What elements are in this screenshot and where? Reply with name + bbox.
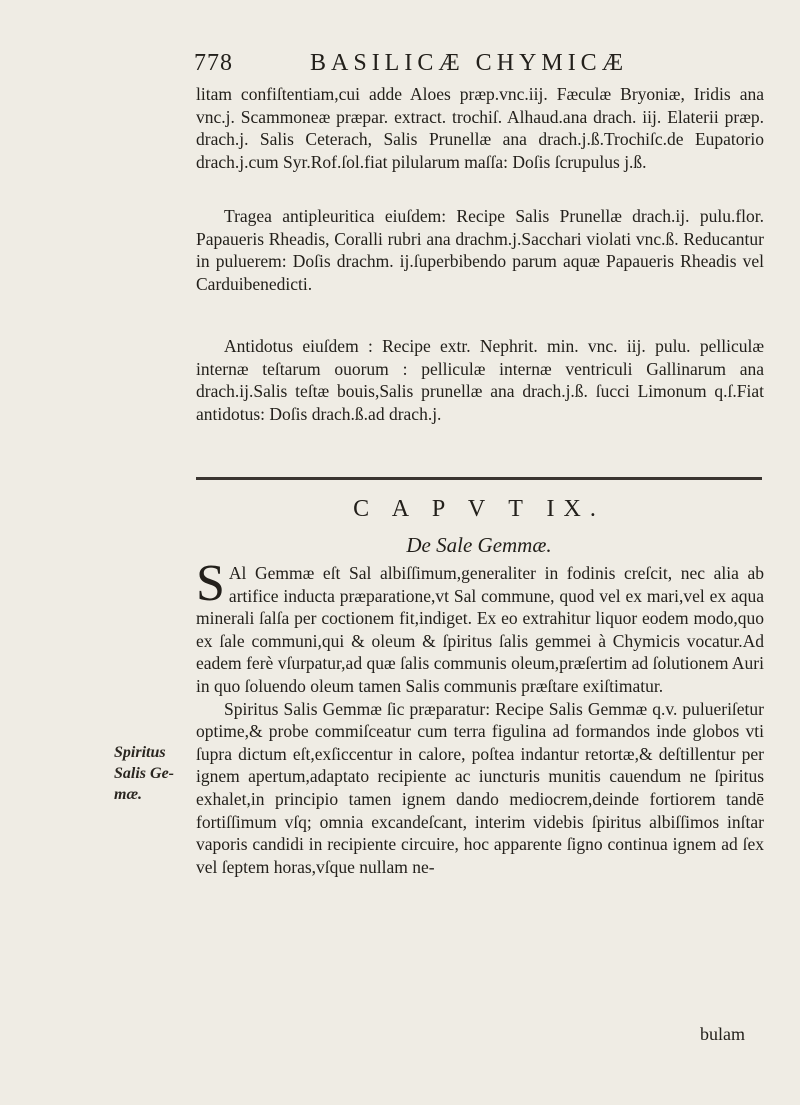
drop-cap: S [196, 555, 225, 612]
catchword: bulam [700, 1024, 745, 1044]
paragraph-antidotus [196, 335, 764, 425]
section-divider [196, 477, 762, 480]
chapter-heading: C A P V T IX. [353, 496, 605, 522]
paragraph-tragea [196, 205, 764, 295]
paragraph-text: litam confiſtentiam,cui adde Aloes præp.vnc.iij. Fæculæ Bryoniæ, Iridis ana vnc.j. Scammoneæ præpar. extract. trochiſ. Alhaud.ana drach. iij. Elaterii præp. drach.j. Salis Ceterach, Salis Prunellæ ana drach.j.ß.Trochiſc.de Eupatorio drach.j.cum Syr.Rof.ſol.fiat pilularum maſſa: Doſis ſcrupulus j.ß. [196, 84, 764, 172]
margin-note-line: Spiritus [114, 744, 166, 761]
section-title: De Sale Gemmæ. [406, 533, 552, 557]
paragraph-text: Antidotus eiuſdem : Recipe extr. Nephrit. min. vnc. iij. pulu. pelliculæ internæ teſtarum ouorum : pelliculæ internæ ventriculi Gallinarum ana drach.ij.Salis teſtæ bouis,Salis prunellæ ana drach.j.ß. ſucci Limonum q.ſ.Fiat antidotus: Doſis drach.ß.ad drach.j. [196, 336, 764, 424]
margin-note-line: Salis Ge- [114, 765, 174, 782]
running-head: BASILICÆ CHYMICÆ [310, 50, 629, 76]
page-number: 778 [194, 50, 233, 76]
paragraph-text: Al Gemmæ eſt Sal albiſſimum,generaliter in fodinis creſcit, nec alia ab artifice inducta præparatione,vt Sal commune, quod vel ex mari,vel ex aqua minerali ſalſa per coctionem fit,indiget. Ex eo extrahitur liquor eodem modo,quo ex ſale communi,qui & oleum & ſpiritus ſalis gemmei à Chymicis vocatur.Ad eadem ferè vſurpatur,ad quæ ſalis communis oleum,præſertim ad ſolutionem Auri in quo ſoluendo oleum tamen Salis communis præſtare exiſtimatur. [196, 563, 764, 696]
paragraph-pill-recipe [196, 83, 764, 173]
margin-note-line: mæ. [114, 786, 142, 803]
chapter-body [196, 555, 764, 878]
margin-note [114, 742, 194, 805]
paragraph-text: Tragea antipleuritica eiuſdem: Recipe Salis Prunellæ drach.ij. pulu.flor. Papaueris Rheadis, Coralli rubri ana drachm.j.Sacchari violati vnc.ß. Reducantur in puluerem: Doſis drachm. ij.ſuperbibendo parum aquæ Papaueris Rheadis vel Carduibenedicti. [196, 206, 764, 294]
chapter-paragraph [196, 555, 764, 698]
chapter-paragraph: Spiritus Salis Gemmæ ſic præparatur: Recipe Salis Gemmæ q.v. pulueriſetur optime,& probe commiſceatur cum terra figulina ad formandos inde globos vti ſupra dictum eſt,exſiccentur in calore, poſtea indantur retortæ,& deſtillentur per ignem apertum,adaptato recipiente ac iuncturis munitis cauendum ne ſpiritus exhalet,in principio tamen ignem dando mediocrem,deinde fortiorem tandē fortiſſimum vſq; omnia excandeſcant, interim videbis ſpiritus albiſſimos inſtar vaporis candidi in recipiente circuire, hoc apparente ſigno continua ignem ad ſex vel ſeptem horas,vſque nullam ne- [196, 698, 764, 877]
